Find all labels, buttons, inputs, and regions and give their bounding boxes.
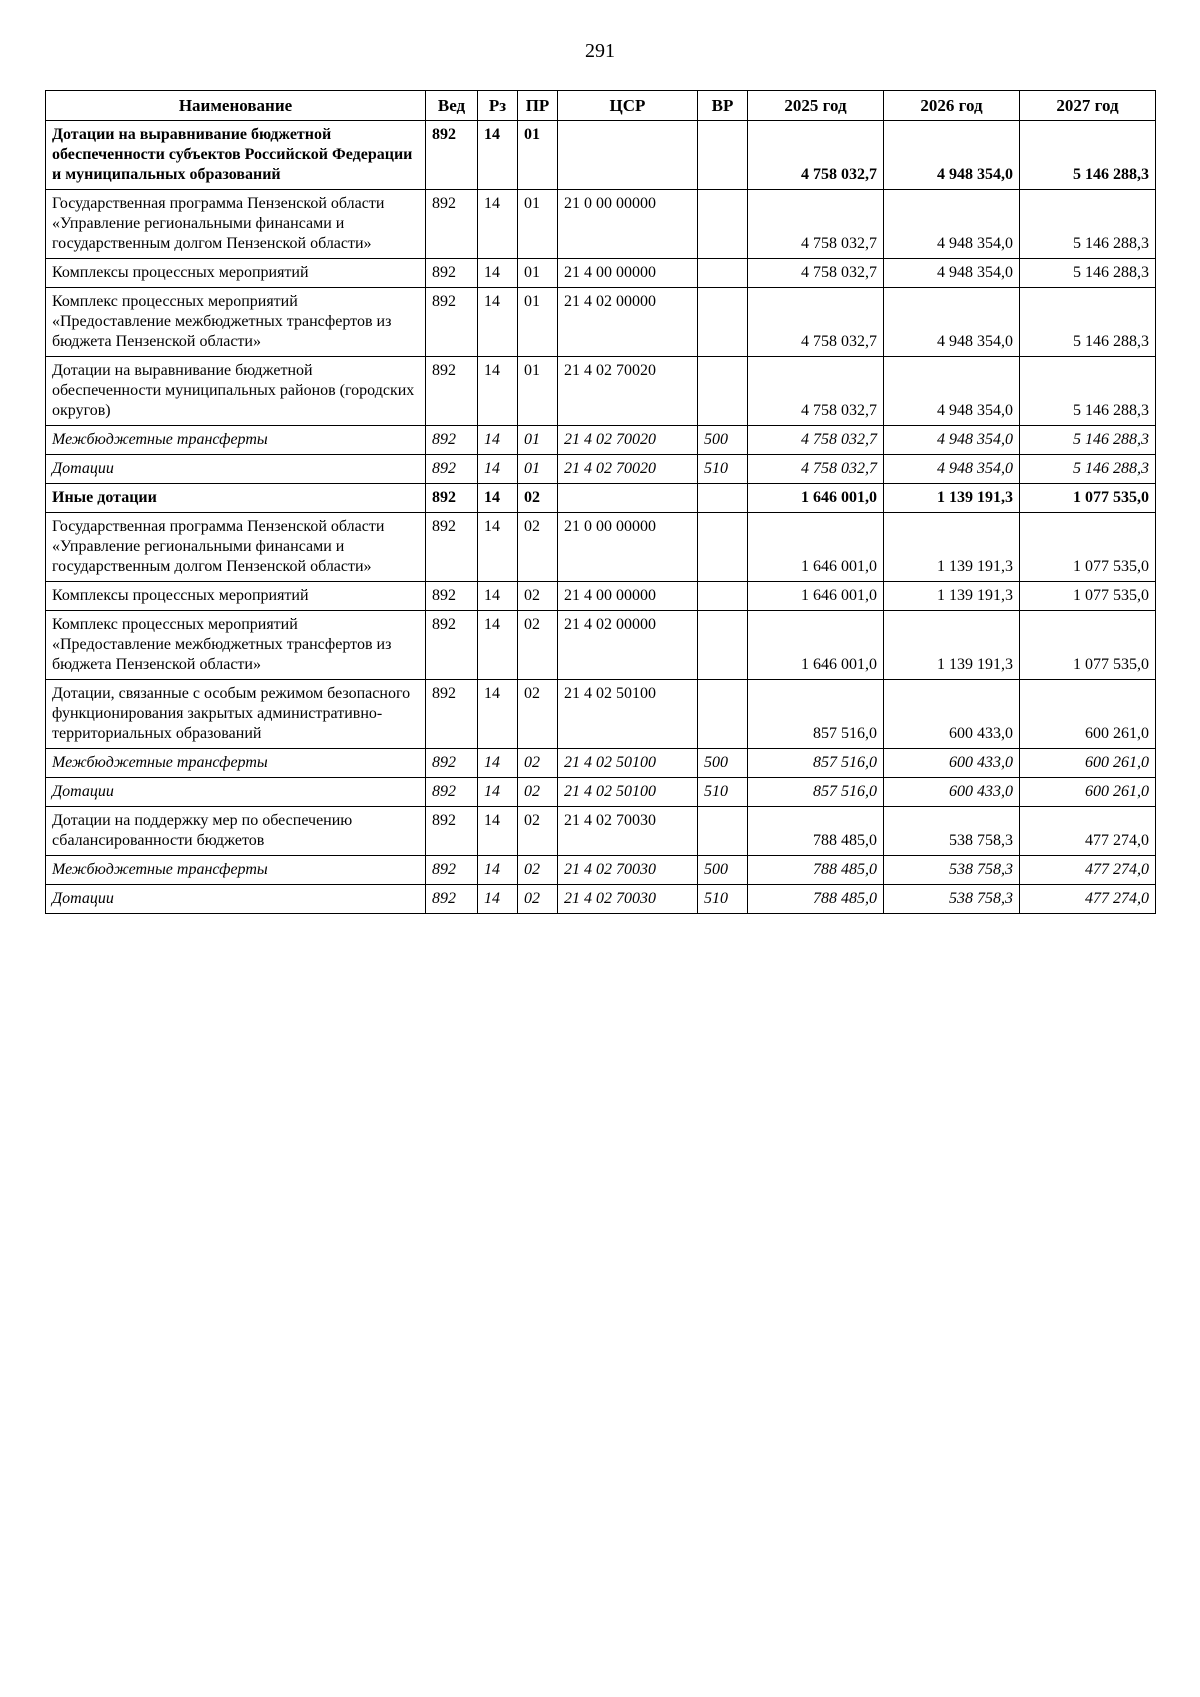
cell-pr: 01 xyxy=(518,426,558,455)
cell-ved: 892 xyxy=(426,749,478,778)
cell-ved: 892 xyxy=(426,680,478,749)
cell-ved: 892 xyxy=(426,582,478,611)
cell-2025: 788 485,0 xyxy=(748,885,884,914)
cell-vr: 500 xyxy=(698,856,748,885)
header-2025: 2025 год xyxy=(748,91,884,121)
cell-name: Дотации xyxy=(46,455,426,484)
cell-rz: 14 xyxy=(478,513,518,582)
cell-name: Дотации xyxy=(46,778,426,807)
cell-csr: 21 4 02 70020 xyxy=(558,357,698,426)
cell-vr xyxy=(698,513,748,582)
cell-2027: 1 077 535,0 xyxy=(1020,484,1156,513)
cell-ved: 892 xyxy=(426,885,478,914)
cell-csr: 21 4 00 00000 xyxy=(558,582,698,611)
cell-pr: 02 xyxy=(518,680,558,749)
cell-2025: 1 646 001,0 xyxy=(748,611,884,680)
cell-csr: 21 4 02 70020 xyxy=(558,426,698,455)
cell-pr: 01 xyxy=(518,288,558,357)
cell-vr xyxy=(698,259,748,288)
cell-name: Комплексы процессных мероприятий xyxy=(46,259,426,288)
cell-2027: 600 261,0 xyxy=(1020,680,1156,749)
cell-csr: 21 4 02 50100 xyxy=(558,680,698,749)
cell-2027: 5 146 288,3 xyxy=(1020,121,1156,190)
cell-2027: 477 274,0 xyxy=(1020,807,1156,856)
cell-pr: 01 xyxy=(518,121,558,190)
cell-vr xyxy=(698,807,748,856)
table-row xyxy=(46,611,1156,680)
cell-2025: 4 758 032,7 xyxy=(748,121,884,190)
cell-csr: 21 4 02 00000 xyxy=(558,611,698,680)
cell-csr: 21 4 02 70030 xyxy=(558,856,698,885)
cell-2027: 600 261,0 xyxy=(1020,749,1156,778)
cell-name: Межбюджетные трансферты xyxy=(46,856,426,885)
header-row xyxy=(46,91,1156,121)
header-pr: ПР xyxy=(518,91,558,121)
cell-2025: 1 646 001,0 xyxy=(748,582,884,611)
cell-csr: 21 4 02 50100 xyxy=(558,778,698,807)
table-row xyxy=(46,582,1156,611)
cell-2026: 4 948 354,0 xyxy=(884,288,1020,357)
table-row xyxy=(46,190,1156,259)
table-row xyxy=(46,885,1156,914)
cell-pr: 01 xyxy=(518,190,558,259)
cell-2025: 4 758 032,7 xyxy=(748,259,884,288)
cell-csr: 21 4 00 00000 xyxy=(558,259,698,288)
cell-rz: 14 xyxy=(478,885,518,914)
cell-2027: 600 261,0 xyxy=(1020,778,1156,807)
cell-ved: 892 xyxy=(426,121,478,190)
cell-name: Межбюджетные трансферты xyxy=(46,749,426,778)
cell-2027: 477 274,0 xyxy=(1020,856,1156,885)
cell-pr: 02 xyxy=(518,749,558,778)
cell-2025: 1 646 001,0 xyxy=(748,484,884,513)
cell-2025: 1 646 001,0 xyxy=(748,513,884,582)
cell-2025: 857 516,0 xyxy=(748,749,884,778)
cell-csr: 21 4 02 70030 xyxy=(558,807,698,856)
cell-rz: 14 xyxy=(478,455,518,484)
cell-2026: 538 758,3 xyxy=(884,856,1020,885)
cell-ved: 892 xyxy=(426,288,478,357)
cell-name: Дотации xyxy=(46,885,426,914)
cell-vr xyxy=(698,582,748,611)
table-row xyxy=(46,749,1156,778)
cell-ved: 892 xyxy=(426,426,478,455)
budget-table-container xyxy=(45,90,1155,914)
table-row xyxy=(46,856,1156,885)
cell-rz: 14 xyxy=(478,190,518,259)
cell-vr: 500 xyxy=(698,749,748,778)
cell-2026: 538 758,3 xyxy=(884,885,1020,914)
cell-pr: 02 xyxy=(518,513,558,582)
cell-csr xyxy=(558,121,698,190)
cell-2027: 1 077 535,0 xyxy=(1020,513,1156,582)
header-2026: 2026 год xyxy=(884,91,1020,121)
cell-ved: 892 xyxy=(426,778,478,807)
cell-ved: 892 xyxy=(426,259,478,288)
cell-csr: 21 0 00 00000 xyxy=(558,513,698,582)
cell-ved: 892 xyxy=(426,190,478,259)
table-row xyxy=(46,288,1156,357)
cell-2025: 857 516,0 xyxy=(748,680,884,749)
table-row xyxy=(46,680,1156,749)
header-name: Наименование xyxy=(46,91,426,121)
cell-2025: 4 758 032,7 xyxy=(748,455,884,484)
cell-vr: 510 xyxy=(698,455,748,484)
cell-vr: 500 xyxy=(698,426,748,455)
cell-rz: 14 xyxy=(478,778,518,807)
cell-2026: 600 433,0 xyxy=(884,778,1020,807)
cell-pr: 02 xyxy=(518,778,558,807)
cell-2026: 4 948 354,0 xyxy=(884,357,1020,426)
cell-2025: 4 758 032,7 xyxy=(748,288,884,357)
cell-ved: 892 xyxy=(426,455,478,484)
cell-pr: 01 xyxy=(518,455,558,484)
cell-2026: 1 139 191,3 xyxy=(884,484,1020,513)
cell-2027: 5 146 288,3 xyxy=(1020,357,1156,426)
table-row xyxy=(46,121,1156,190)
cell-pr: 02 xyxy=(518,885,558,914)
cell-rz: 14 xyxy=(478,680,518,749)
cell-name: Дотации, связанные с особым режимом безопасного функционирования закрытых административно-территориальных образований xyxy=(46,680,426,749)
cell-name: Государственная программа Пензенской области «Управление региональными финансами и государственным долгом Пензенской области» xyxy=(46,513,426,582)
cell-vr: 510 xyxy=(698,885,748,914)
cell-2026: 600 433,0 xyxy=(884,749,1020,778)
table-row xyxy=(46,259,1156,288)
cell-2027: 5 146 288,3 xyxy=(1020,190,1156,259)
table-row xyxy=(46,513,1156,582)
cell-2027: 1 077 535,0 xyxy=(1020,582,1156,611)
cell-ved: 892 xyxy=(426,513,478,582)
cell-vr xyxy=(698,190,748,259)
cell-csr: 21 4 02 70020 xyxy=(558,455,698,484)
cell-rz: 14 xyxy=(478,611,518,680)
cell-2027: 5 146 288,3 xyxy=(1020,455,1156,484)
cell-name: Межбюджетные трансферты xyxy=(46,426,426,455)
cell-vr: 510 xyxy=(698,778,748,807)
table-row xyxy=(46,807,1156,856)
cell-2027: 5 146 288,3 xyxy=(1020,288,1156,357)
cell-rz: 14 xyxy=(478,288,518,357)
cell-2026: 1 139 191,3 xyxy=(884,513,1020,582)
cell-2026: 600 433,0 xyxy=(884,680,1020,749)
header-ved: Вед xyxy=(426,91,478,121)
header-rz: Рз xyxy=(478,91,518,121)
page-number: 291 xyxy=(585,40,615,62)
cell-vr xyxy=(698,680,748,749)
cell-name: Комплекс процессных мероприятий «Предоставление межбюджетных трансфертов из бюджета Пензенской области» xyxy=(46,288,426,357)
cell-2027: 477 274,0 xyxy=(1020,885,1156,914)
cell-rz: 14 xyxy=(478,484,518,513)
cell-rz: 14 xyxy=(478,259,518,288)
cell-rz: 14 xyxy=(478,426,518,455)
cell-pr: 02 xyxy=(518,807,558,856)
cell-2026: 538 758,3 xyxy=(884,807,1020,856)
table-row xyxy=(46,778,1156,807)
cell-pr: 02 xyxy=(518,611,558,680)
cell-ved: 892 xyxy=(426,807,478,856)
cell-pr: 01 xyxy=(518,259,558,288)
cell-2027: 1 077 535,0 xyxy=(1020,611,1156,680)
table-row xyxy=(46,357,1156,426)
cell-vr xyxy=(698,611,748,680)
header-vr: ВР xyxy=(698,91,748,121)
cell-pr: 02 xyxy=(518,582,558,611)
cell-2026: 1 139 191,3 xyxy=(884,582,1020,611)
cell-csr: 21 4 02 50100 xyxy=(558,749,698,778)
cell-2025: 788 485,0 xyxy=(748,807,884,856)
cell-rz: 14 xyxy=(478,357,518,426)
table-row xyxy=(46,484,1156,513)
cell-2026: 4 948 354,0 xyxy=(884,190,1020,259)
cell-ved: 892 xyxy=(426,484,478,513)
cell-csr: 21 0 00 00000 xyxy=(558,190,698,259)
cell-name: Комплекс процессных мероприятий «Предоставление межбюджетных трансфертов из бюджета Пензенской области» xyxy=(46,611,426,680)
cell-2026: 4 948 354,0 xyxy=(884,455,1020,484)
cell-pr: 02 xyxy=(518,856,558,885)
cell-2025: 4 758 032,7 xyxy=(748,426,884,455)
cell-2026: 4 948 354,0 xyxy=(884,426,1020,455)
cell-rz: 14 xyxy=(478,856,518,885)
cell-2026: 4 948 354,0 xyxy=(884,259,1020,288)
cell-pr: 01 xyxy=(518,357,558,426)
cell-rz: 14 xyxy=(478,807,518,856)
cell-name: Дотации на выравнивание бюджетной обеспеченности субъектов Российской Федерации и муниципальных образований xyxy=(46,121,426,190)
cell-2026: 4 948 354,0 xyxy=(884,121,1020,190)
cell-rz: 14 xyxy=(478,749,518,778)
cell-csr: 21 4 02 00000 xyxy=(558,288,698,357)
cell-rz: 14 xyxy=(478,121,518,190)
cell-2027: 5 146 288,3 xyxy=(1020,426,1156,455)
cell-name: Дотации на выравнивание бюджетной обеспеченности муниципальных районов (городских округов) xyxy=(46,357,426,426)
cell-2026: 1 139 191,3 xyxy=(884,611,1020,680)
cell-vr xyxy=(698,484,748,513)
cell-2025: 4 758 032,7 xyxy=(748,357,884,426)
cell-vr xyxy=(698,121,748,190)
header-2027: 2027 год xyxy=(1020,91,1156,121)
cell-pr: 02 xyxy=(518,484,558,513)
cell-vr xyxy=(698,357,748,426)
cell-ved: 892 xyxy=(426,611,478,680)
header-csr: ЦСР xyxy=(558,91,698,121)
cell-name: Государственная программа Пензенской области «Управление региональными финансами и государственным долгом Пензенской области» xyxy=(46,190,426,259)
cell-name: Комплексы процессных мероприятий xyxy=(46,582,426,611)
cell-ved: 892 xyxy=(426,856,478,885)
table-row xyxy=(46,426,1156,455)
cell-csr: 21 4 02 70030 xyxy=(558,885,698,914)
cell-vr xyxy=(698,288,748,357)
table-body xyxy=(46,121,1156,914)
table-row xyxy=(46,455,1156,484)
cell-name: Дотации на поддержку мер по обеспечению сбалансированности бюджетов xyxy=(46,807,426,856)
cell-2027: 5 146 288,3 xyxy=(1020,259,1156,288)
cell-ved: 892 xyxy=(426,357,478,426)
cell-2025: 857 516,0 xyxy=(748,778,884,807)
cell-rz: 14 xyxy=(478,582,518,611)
cell-2025: 788 485,0 xyxy=(748,856,884,885)
cell-2025: 4 758 032,7 xyxy=(748,190,884,259)
budget-table xyxy=(45,90,1156,914)
cell-csr xyxy=(558,484,698,513)
cell-name: Иные дотации xyxy=(46,484,426,513)
